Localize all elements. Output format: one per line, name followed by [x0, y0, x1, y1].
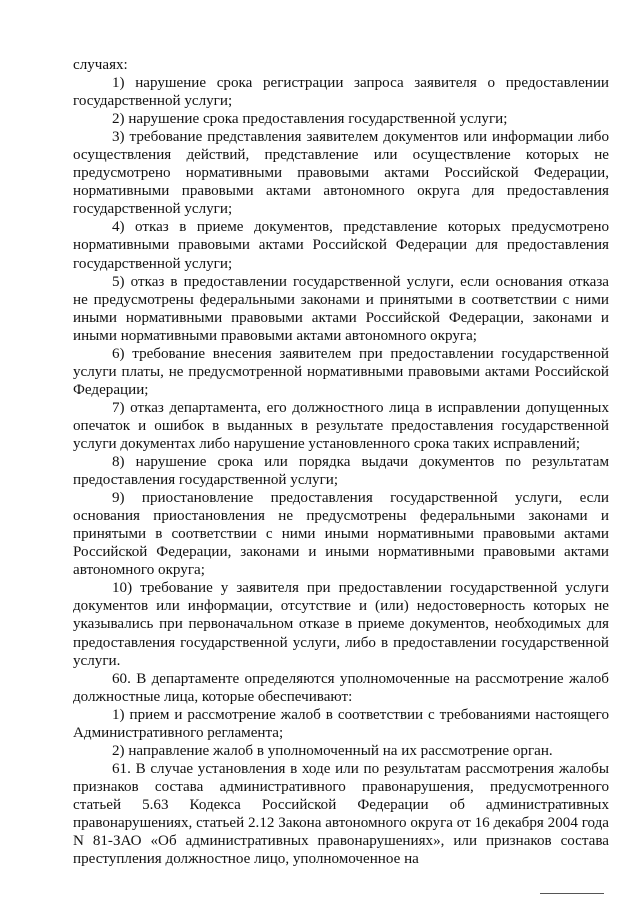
list-item-2-service-term: 2) нарушение срока предоставления государственной услуги; — [112, 111, 508, 128]
list-item-1-registration-term: 1) нарушение срока регистрации запроса заявителя о предоставлении государственной услуги; — [73, 75, 609, 110]
list-item-60-2: 2) направление жалоб в уполномоченный на их рассмотрение орган. — [112, 742, 553, 759]
footer-rule — [540, 893, 604, 894]
list-item-7-correction-refusal: 7) отказ департамента, его должностного лица в исправлении допущенных опечаток и ошибок в выданных в результате предоставления государственной услуги документах либо нарушение установленного срока таких исправлений; — [73, 399, 609, 452]
list-item-5-refusal-service: 5) отказ в предоставлении государственной услуги, если основания отказа не предусмотрены федеральными законами и принятыми в соответствии с ними иными нормативными правовыми актами Российской Федерации, законами и иными нормативными правовыми актами автономного округа; — [73, 273, 609, 344]
paragraph-continuation: случаях: — [73, 57, 128, 73]
list-item-4-refusal-acceptance: 4) отказ в приеме документов, представление которых предусмотрено нормативными правовыми актами Российской Федерации для предоставления государственной услуги; — [73, 219, 609, 272]
list-item-3-documents-requirement: 3) требование представления заявителем документов или информации либо осуществления действий, представление или осуществление которых не предусмотрено нормативными правовыми актами Российской Федерации, нормативными правовыми актами автономного округа для предоставления государственной услуги; — [73, 129, 609, 218]
list-item-6-fee-requirement: 6) требование внесения заявителем при предоставлении государственной услуги платы, не предусмотренной нормативными правовыми актами Российской Федерации; — [73, 345, 609, 398]
document-page — [73, 56, 609, 868]
list-item-60-1: 1) прием и рассмотрение жалоб в соответствии с требованиями настоящего Административного регламента; — [73, 706, 609, 741]
paragraph-61: 61. В случае установления в ходе или по результатам рассмотрения жалобы признаков состава административного правонарушения, предусмотренного статьей 5.63 Кодекса Российской Федерации об административных правонарушениях, статьей 2.12 Закона автономного округа от 16 декабря 2004 года N 81-ЗАО «Об административных правонарушениях», или признаков состава преступления должностное лицо, уполномоченное на — [73, 760, 609, 868]
paragraph-60: 60. В департаменте определяются уполномоченные на рассмотрение жалоб должностные лица, которые обеспечивают: — [73, 670, 609, 705]
list-item-9-suspension: 9) приостановление предоставления государственной услуги, если основания приостановления не предусмотрены федеральными законами и принятыми в соответствии с ними иными нормативными правовыми актами Российской Федерации, законами и иными нормативными правовыми актами автономного округа; — [73, 490, 609, 579]
list-item-10-extra-documents: 10) требование у заявителя при предоставлении государственной услуги документов или информации, отсутствие и (или) недостоверность которых не указывались при первоначальном отказе в приеме документов, необходимых для предоставления государственной услуги, либо в предоставлении государственной услуги. — [73, 580, 609, 669]
list-item-8-issuance-term: 8) нарушение срока или порядка выдачи документов по результатам предоставления государственной услуги; — [73, 454, 609, 489]
